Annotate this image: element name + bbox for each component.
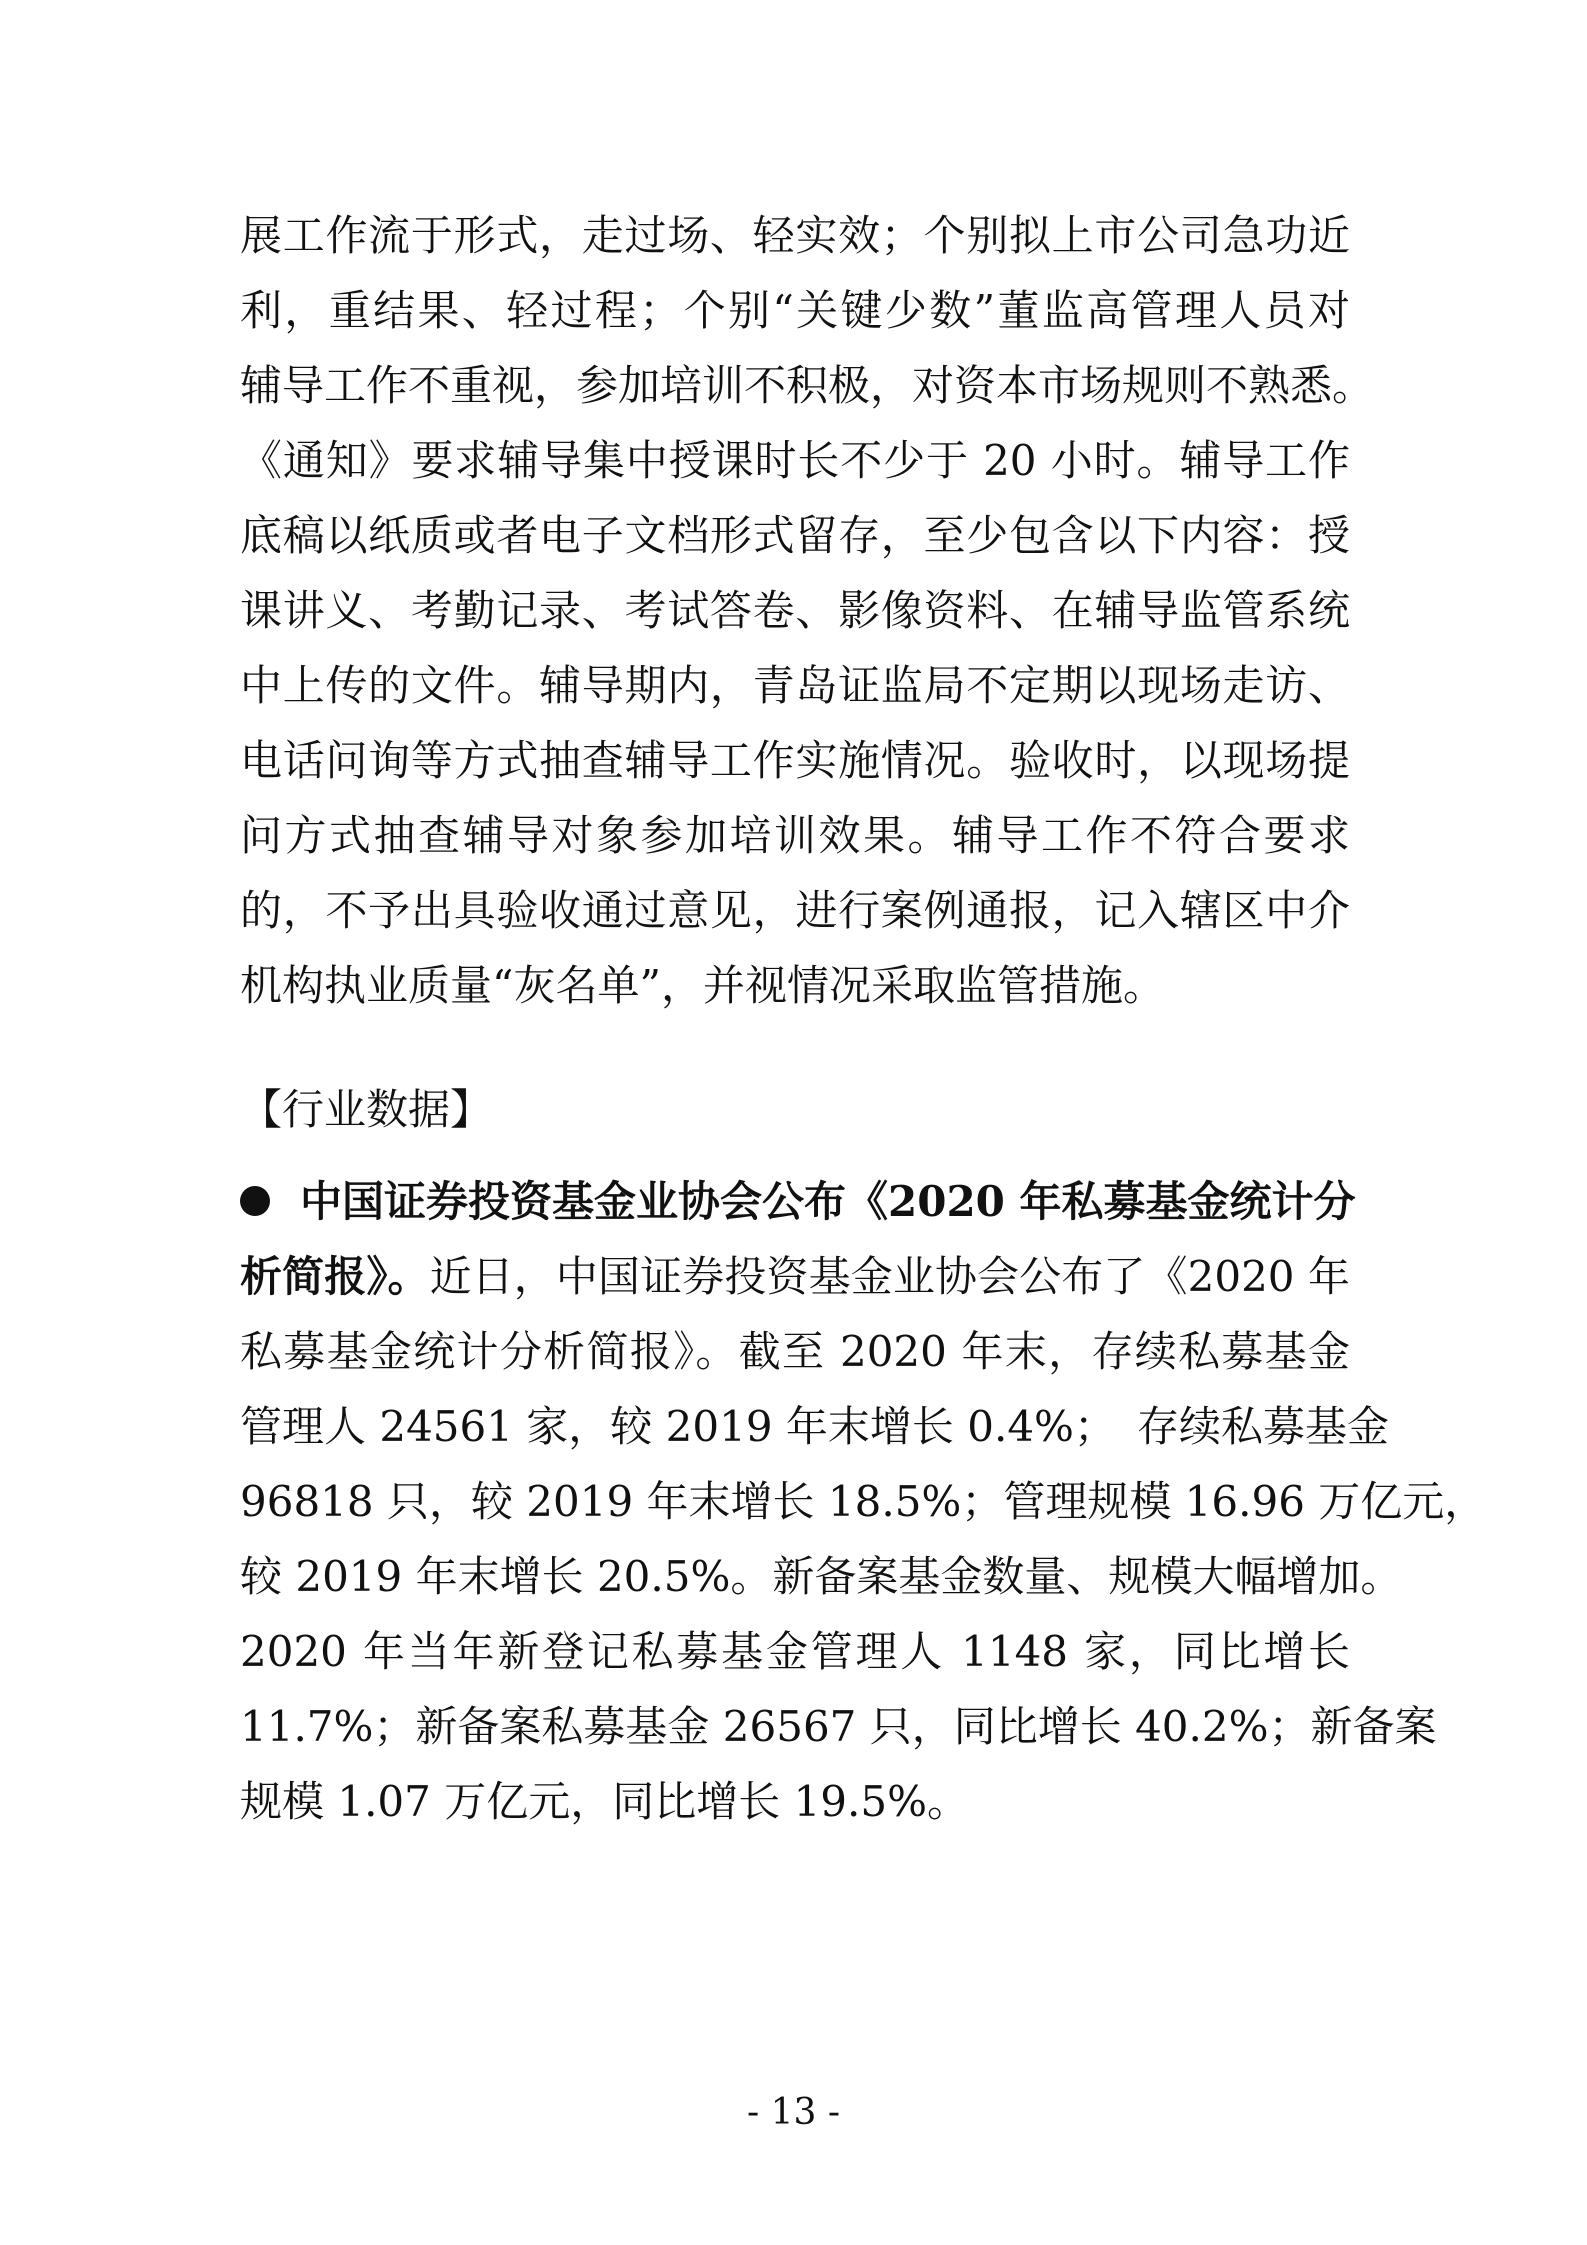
text-line: 《通知》要求辅导集中授课时长不少于 20 小时。辅导工作 [240, 436, 1350, 485]
bullet-icon [240, 1186, 270, 1216]
text-line: 2020 年当年新登记私募基金管理人 1148 家，同比增长 [240, 1627, 1350, 1676]
text-line: 辅导工作不重视，参加培训不积极，对资本市场规则不熟悉。 [240, 361, 1375, 410]
text-line: 中上传的文件。辅导期内，青岛证监局不定期以现场走访、 [240, 661, 1350, 710]
text-line [240, 1164, 1356, 1239]
text-run: 近日，中国证券投资基金业协会公布了《2020 年 [429, 1252, 1350, 1301]
bold-headline: 中国证券投资基金业协会公布《2020 年私募基金统计分 [300, 1177, 1356, 1226]
text-line: 底稿以纸质或者电子文档形式留存，至少包含以下内容：授 [240, 511, 1350, 560]
text-line: 较 2019 年末增长 20.5%。新备案基金数量、规模大幅增加。 [240, 1552, 1403, 1601]
paragraph-regulation [240, 198, 1375, 1023]
text-line: 96818 只，较 2019 年末增长 18.5%；管理规模 16.96 万亿元， [240, 1477, 1487, 1526]
paragraph-industry-data [240, 1164, 1487, 1839]
text-line: 课讲义、考勤记录、考试答卷、影像资料、在辅导监管系统 [240, 586, 1350, 635]
text-line [240, 1239, 1350, 1314]
page-number: - 13 - [746, 2092, 841, 2133]
text-line: 电话问询等方式抽查辅导工作实施情况。验收时，以现场提 [240, 736, 1350, 785]
text-line: 私募基金统计分析简报》。截至 2020 年末，存续私募基金 [240, 1327, 1350, 1376]
text-line: 展工作流于形式，走过场、轻实效；个别拟上市公司急功近 [240, 211, 1350, 260]
section-heading: 【行业数据】 [240, 1085, 493, 1134]
text-line: 管理人 24561 家，较 2019 年末增长 0.4%； 存续私募基金 [240, 1402, 1389, 1451]
text-line: 机构执业质量“灰名单”，并视情况采取监管措施。 [240, 961, 1165, 1010]
text-line: 规模 1.07 万亿元，同比增长 19.5%。 [240, 1777, 969, 1826]
text-line: 11.7%；新备案私募基金 26567 只，同比增长 40.2%；新备案 [240, 1702, 1437, 1751]
text-line: 问方式抽查辅导对象参加培训效果。辅导工作不符合要求 [240, 811, 1350, 860]
text-line: 利，重结果、轻过程；个别“关键少数”董监高管理人员对 [240, 286, 1350, 335]
bold-headline-end: 析简报》。 [240, 1252, 430, 1301]
text-line: 的，不予出具验收通过意见，进行案例通报，记入辖区中介 [240, 886, 1350, 935]
